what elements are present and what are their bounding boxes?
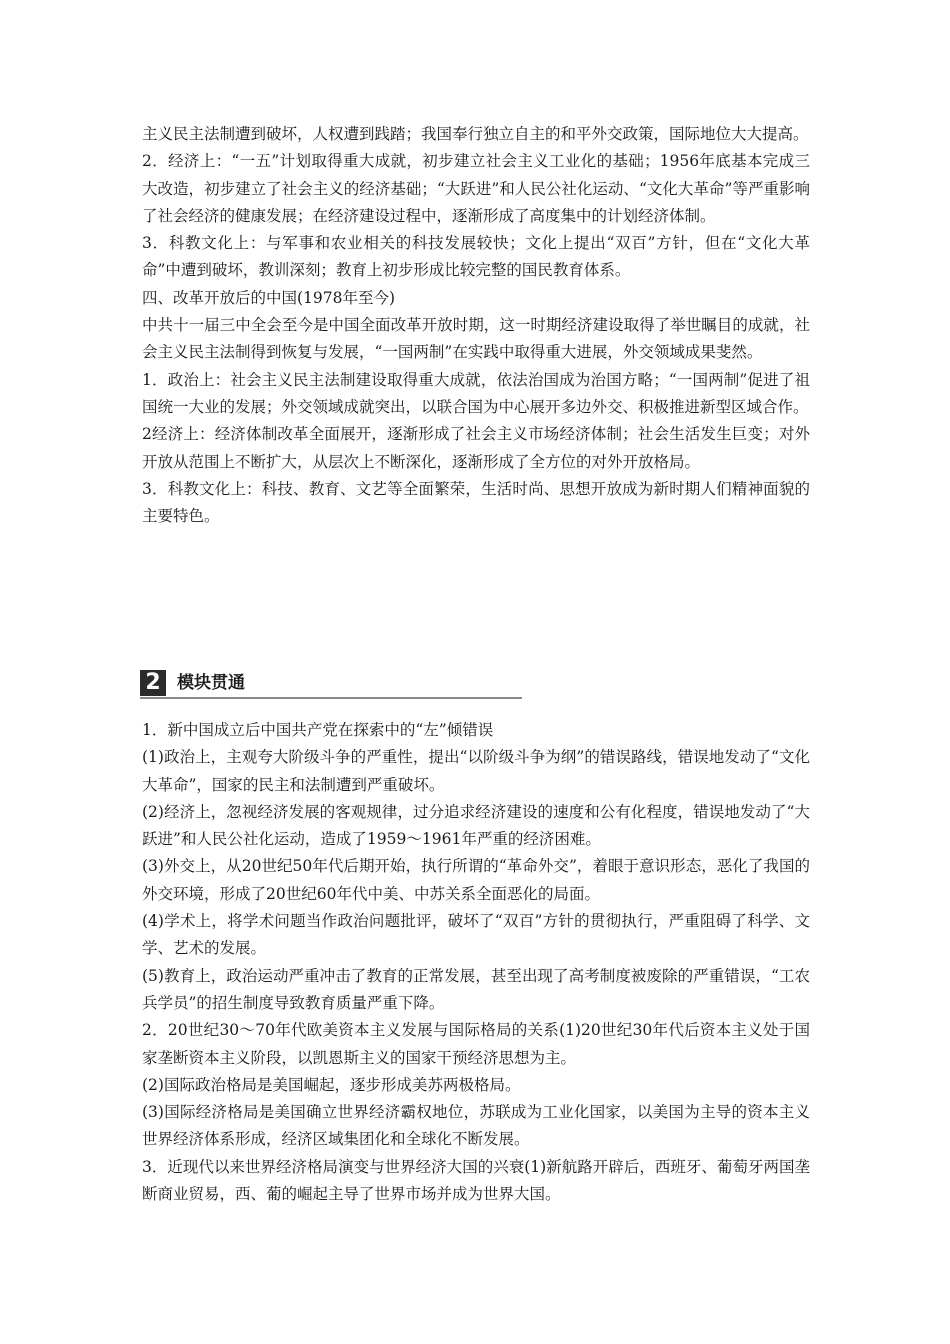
- section-heading-reform-era: 四、改革开放后的中国(1978年至今): [142, 288, 396, 307]
- section-title: 模块贯通: [177, 673, 245, 693]
- paragraph-capitalism-relation: 2．20世纪30～70年代欧美资本主义发展与国际格局的关系(1)20世纪30年代后资本主义处于国家垄断资本主义阶段，以凯恩斯主义的国家干预经济思想为主。: [142, 1021, 810, 1067]
- section-underline: [140, 697, 522, 699]
- paragraph-politics-error: (1)政治上，主观夸大阶级斗争的严重性，提出“以阶级斗争为纲”的错误路线，错误地发动了“文化大革命”，国家的民主和法制遭到严重破坏。: [142, 748, 810, 794]
- paragraph-world-economy-evolution: 3．近现代以来世界经济格局演变与世界经济大国的兴衰(1)新航路开辟后，西班牙、葡萄牙两国垄断商业贸易，西、葡的崛起主导了世界市场并成为世界大国。: [142, 1157, 810, 1204]
- paragraph-economy-error: (2)经济上，忽视经济发展的客观规律，过分追求经济建设的速度和公有化程度，错误地发动了“大跃进”和人民公社化运动，造成了1959～1961年严重的经济困难。: [142, 802, 810, 849]
- paragraph-politics-reform: 1．政治上：社会主义民主法制建设取得重大成就，依法治国成为治国方略；“一国两制”促进了祖国统一大业的发展；外交领域成就突出，以联合国为中心展开多边外交、积极推进新型区域合作。: [142, 370, 810, 416]
- paragraph-education-error: (5)教育上，政治运动严重冲击了教育的正常发展，甚至出现了高考制度被废除的严重错误，“工农兵学员”的招生制度导致教育质量严重下降。: [142, 966, 810, 1012]
- section-number-badge: 2: [140, 670, 166, 696]
- paragraph-diplomacy-error: (3)外交上，从20世纪50年代后期开始，执行所谓的“革命外交”，着眼于意识形态，恶化了我国的外交环境，形成了20世纪60年代中美、中苏关系全面恶化的局面。: [142, 857, 810, 903]
- top-text-block: [142, 121, 810, 530]
- paragraph-academic-error: (4)学术上，将学术问题当作政治问题批评，破坏了“双百”方针的贯彻执行，严重阻碍了科学、文学、艺术的发展。: [142, 912, 810, 958]
- paragraph-left-errors-heading: 1．新中国成立后中国共产党在探索中的“左”倾错误: [142, 721, 494, 739]
- paragraph-economy-pre-reform: 2．经济上：“一五”计划取得重大成就，初步建立社会主义工业化的基础；1956年底基本完成三大改造，初步建立了社会主义的经济基础；“大跃进”和人民公社化运动、“文化大革命”等严重影响了社会经济的健康发展；在经济建设过程中，逐渐形成了高度集中的计划经济体制。: [142, 152, 810, 225]
- paragraph-economy-reform: 2经济上：经济体制改革全面展开，逐渐形成了社会主义市场经济体制；社会生活发生巨变；对外开放从范围上不断扩大，从层次上不断深化，逐渐形成了全方位的对外开放格局。: [142, 425, 810, 471]
- paragraph-human-rights-diplomacy: 主义民主法制遭到破坏，人权遭到践踏；我国奉行独立自主的和平外交政策，国际地位大大提高。: [142, 125, 809, 143]
- paragraph-reform-overview: 中共十一届三中全会至今是中国全面改革开放时期，这一时期经济建设取得了举世瞩目的成就，社会主义民主法制得到恢复与发展，“一国两制”在实践中取得重大进展，外交领域成果斐然。: [142, 316, 810, 362]
- paragraph-economic-pattern: (3)国际经济格局是美国确立世界经济霸权地位，苏联成为工业化国家，以美国为主导的资本主义世界经济体系形成，经济区域集团化和全球化不断发展。: [142, 1103, 810, 1149]
- paragraph-science-culture-reform: 3．科教文化上：科技、教育、文艺等全面繁荣，生活时尚、思想开放成为新时期人们精神面貌的主要特色。: [142, 479, 810, 526]
- paragraph-science-culture-pre-reform: 3．科教文化上：与军事和农业相关的科技发展较快；文化上提出“双百”方针，但在“文化大革命”中遭到破坏，教训深刻；教育上初步形成比较完整的国民教育体系。: [142, 234, 810, 280]
- paragraph-political-pattern: (2)国际政治格局是美国崛起，逐步形成美苏两极格局。: [142, 1075, 521, 1094]
- bottom-text-block: [142, 717, 810, 1208]
- section-header: [140, 670, 522, 700]
